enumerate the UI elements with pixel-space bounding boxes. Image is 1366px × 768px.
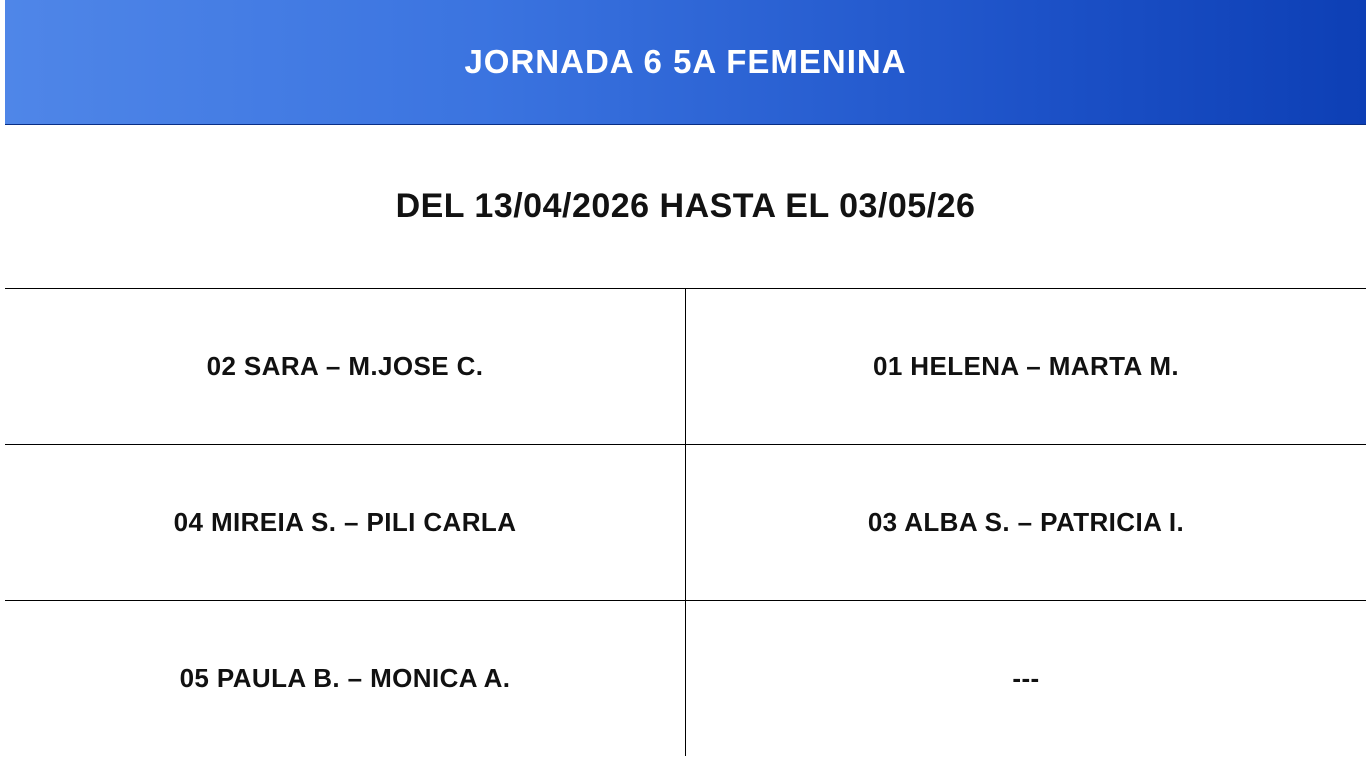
match-cell-left: 05 PAULA B. – MONICA A. — [5, 601, 686, 757]
table-row — [5, 289, 1366, 445]
match-cell-right: 01 HELENA – MARTA M. — [686, 289, 1366, 445]
date-range-cell — [5, 125, 1366, 289]
table-row — [5, 445, 1366, 601]
title-cell — [5, 0, 1366, 125]
match-cell-left: 02 SARA – M.JOSE C. — [5, 289, 686, 445]
fixtures-table — [5, 0, 1366, 756]
left-gutter — [0, 0, 5, 768]
match-cell-right-empty: --- — [686, 601, 1366, 757]
page-title: JORNADA 6 5A FEMENINA — [464, 43, 907, 80]
match-cell-left: 04 MIREIA S. – PILI CARLA — [5, 445, 686, 601]
table-row — [5, 601, 1366, 757]
subtitle-row — [5, 125, 1366, 289]
match-cell-right: 03 ALBA S. – PATRICIA I. — [686, 445, 1366, 601]
date-range-text: DEL 13/04/2026 HASTA EL 03/05/26 — [395, 187, 976, 225]
title-row — [5, 0, 1366, 125]
